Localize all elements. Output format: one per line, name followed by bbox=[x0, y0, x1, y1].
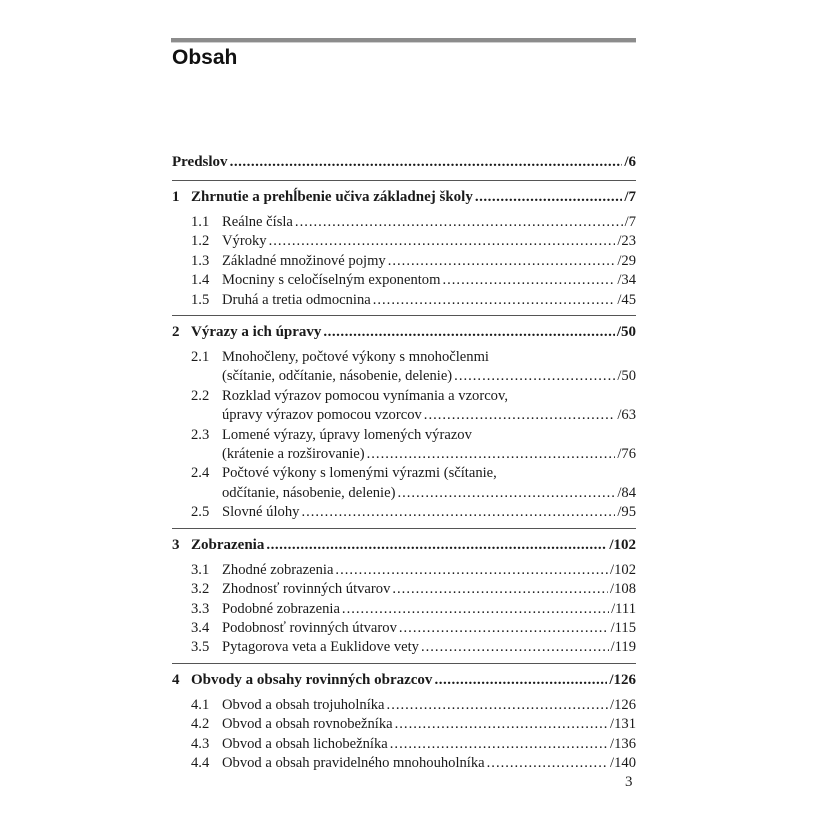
toc-entry-section[interactable] bbox=[172, 464, 636, 483]
section-number: 2.3 bbox=[191, 426, 210, 443]
toc-entry-section[interactable] bbox=[172, 291, 636, 310]
chapter-title: Zobrazenia bbox=[191, 536, 265, 553]
dot-leader bbox=[421, 638, 609, 657]
dot-leader bbox=[373, 291, 616, 310]
toc-entry-section[interactable] bbox=[172, 406, 636, 425]
section-title: Podobné zobrazenia bbox=[222, 600, 340, 617]
section-title: (sčítanie, odčítanie, násobenie, delenie) bbox=[222, 368, 453, 385]
toc-entry-section[interactable] bbox=[172, 561, 636, 580]
toc-entry-section[interactable] bbox=[172, 638, 636, 657]
section-page: /102 bbox=[610, 561, 636, 578]
section-number: 4.3 bbox=[191, 735, 210, 752]
chapter-number: 3 bbox=[172, 536, 180, 553]
section-number: 1.5 bbox=[191, 291, 210, 308]
toc-entry-section[interactable] bbox=[172, 735, 636, 754]
section-title: Druhá a tretia odmocnina bbox=[222, 291, 371, 308]
dot-leader bbox=[335, 561, 608, 580]
toc-entry-section[interactable] bbox=[172, 503, 636, 522]
dot-leader bbox=[390, 735, 608, 754]
section-page: /140 bbox=[610, 754, 636, 771]
toc-entry-section[interactable] bbox=[172, 619, 636, 638]
dot-leader bbox=[323, 321, 614, 343]
section-page: /23 bbox=[617, 233, 636, 250]
toc-entry-section[interactable] bbox=[172, 580, 636, 599]
dot-leader bbox=[387, 696, 609, 715]
page-number: 3 bbox=[625, 774, 633, 790]
toc-entry-section[interactable] bbox=[172, 252, 636, 271]
section-title: Lomené výrazy, úpravy lomených výrazov bbox=[222, 426, 472, 443]
chapter-title: Výrazy a ich úpravy bbox=[191, 324, 322, 341]
toc-entry-section[interactable] bbox=[172, 426, 636, 445]
section-number: 3.1 bbox=[191, 561, 210, 578]
page-title: Obsah bbox=[172, 46, 238, 69]
section-page: /111 bbox=[611, 600, 636, 617]
section-title: Zhodnosť rovinných útvarov bbox=[222, 581, 391, 598]
chapter-title: Obvody a obsahy rovinných obrazcov bbox=[191, 671, 433, 688]
section-page: /131 bbox=[610, 716, 636, 733]
section-number: 4.1 bbox=[191, 696, 210, 713]
section-page: /34 bbox=[617, 272, 636, 289]
toc-entry-chapter[interactable] bbox=[172, 669, 636, 691]
chapter-page: /126 bbox=[609, 671, 636, 688]
section-number: 4.2 bbox=[191, 716, 210, 733]
section-number: 2.1 bbox=[191, 349, 210, 366]
toc-entry-section[interactable] bbox=[172, 213, 636, 232]
section-title: Obvod a obsah pravidelného mnohouholníka bbox=[222, 754, 485, 771]
toc-entry-section[interactable] bbox=[172, 696, 636, 715]
dot-leader bbox=[424, 406, 616, 425]
section-title: Základné množinové pojmy bbox=[222, 252, 386, 269]
dot-leader bbox=[392, 580, 608, 599]
section-number: 1.2 bbox=[191, 233, 210, 250]
section-title: úpravy výrazov pomocou vzorcov bbox=[222, 407, 422, 424]
dot-leader bbox=[454, 367, 615, 386]
chapter-number: 1 bbox=[172, 189, 180, 205]
section-page: /126 bbox=[610, 696, 636, 713]
section-page: /108 bbox=[610, 581, 636, 598]
section-page: /63 bbox=[617, 407, 636, 424]
section-title: Obvod a obsah trojuholníka bbox=[222, 696, 385, 713]
section-page: /136 bbox=[610, 735, 636, 752]
toc-entry-section[interactable] bbox=[172, 754, 636, 773]
dot-leader bbox=[388, 252, 616, 271]
section-number: 2.2 bbox=[191, 387, 210, 404]
toc-entry-section[interactable] bbox=[172, 271, 636, 290]
section-page: /50 bbox=[617, 368, 636, 385]
section-title: Slovné úlohy bbox=[222, 504, 300, 521]
section-number: 1.3 bbox=[191, 252, 210, 269]
dot-leader bbox=[434, 669, 607, 691]
chapter-title: Zhrnutie a prehĺbenie učiva základnej školy bbox=[191, 189, 473, 205]
section-page: /45 bbox=[617, 291, 636, 308]
section-number: 3.2 bbox=[191, 581, 210, 598]
dot-leader bbox=[301, 503, 615, 522]
dot-leader bbox=[269, 232, 616, 251]
toc-entry-section[interactable] bbox=[172, 232, 636, 251]
chapter-list bbox=[172, 181, 636, 773]
section-title: Obvod a obsah lichobežníka bbox=[222, 735, 388, 752]
toc-entry-section[interactable] bbox=[172, 348, 636, 367]
toc-entry-section[interactable] bbox=[172, 387, 636, 406]
dot-leader bbox=[266, 534, 607, 556]
section-title: Mocniny s celočíselným exponentom bbox=[222, 272, 441, 289]
chapter-number: 4 bbox=[172, 671, 180, 688]
section-title: (krátenie a rozširovanie) bbox=[222, 446, 365, 463]
table-of-contents bbox=[172, 151, 636, 773]
section-number: 1.4 bbox=[191, 272, 210, 289]
toc-entry-chapter[interactable] bbox=[172, 534, 636, 556]
section-number: 1.1 bbox=[191, 214, 210, 230]
toc-entry-section[interactable] bbox=[172, 715, 636, 734]
section-title: Počtové výkony s lomenými výrazmi (sčítanie, bbox=[222, 465, 497, 482]
dot-leader bbox=[230, 151, 623, 173]
toc-entry-section[interactable] bbox=[172, 367, 636, 386]
section-title: odčítanie, násobenie, delenie) bbox=[222, 484, 396, 501]
section-page: /29 bbox=[617, 252, 636, 269]
preface-title: Predslov bbox=[172, 154, 228, 170]
dot-leader bbox=[399, 619, 609, 638]
chapter-page: /102 bbox=[609, 536, 636, 553]
section-title: Rozklad výrazov pomocou vynímania a vzorcov, bbox=[222, 387, 508, 404]
toc-entry-chapter[interactable] bbox=[172, 321, 636, 343]
toc-entry-preface[interactable] bbox=[172, 151, 636, 173]
section-number: 3.3 bbox=[191, 600, 210, 617]
section-page: /76 bbox=[617, 446, 636, 463]
section-page: /95 bbox=[617, 504, 636, 521]
section-number: 2.5 bbox=[191, 504, 210, 521]
toc-entry-section[interactable] bbox=[172, 445, 636, 464]
section-number: 3.5 bbox=[191, 639, 210, 656]
section-page: /119 bbox=[610, 639, 636, 656]
preface-page: /6 bbox=[624, 154, 636, 170]
section-number: 3.4 bbox=[191, 619, 210, 636]
toc-entry-chapter[interactable] bbox=[172, 186, 636, 208]
dot-leader bbox=[397, 484, 615, 503]
section-page: /115 bbox=[610, 619, 636, 636]
section-title: Výroky bbox=[222, 233, 267, 250]
section-title: Pytagorova veta a Euklidove vety bbox=[222, 639, 419, 656]
section-title: Zhodné zobrazenia bbox=[222, 561, 334, 578]
dot-leader bbox=[342, 600, 609, 619]
dot-leader bbox=[395, 715, 608, 734]
section-page: /84 bbox=[617, 484, 636, 501]
section-title: Podobnosť rovinných útvarov bbox=[222, 619, 397, 636]
section-page: /7 bbox=[624, 214, 636, 230]
section-title: Reálne čísla bbox=[222, 214, 293, 230]
dot-leader bbox=[442, 271, 615, 290]
section-title: Obvod a obsah rovnobežníka bbox=[222, 716, 393, 733]
section-number: 4.4 bbox=[191, 754, 210, 771]
chapter-page: /50 bbox=[616, 324, 636, 341]
chapter-number: 2 bbox=[172, 324, 180, 341]
top-rule bbox=[171, 38, 636, 43]
toc-entry-section[interactable] bbox=[172, 600, 636, 619]
dot-leader bbox=[295, 213, 623, 232]
dot-leader bbox=[475, 186, 622, 208]
dot-leader bbox=[487, 754, 608, 773]
chapter-page: /7 bbox=[624, 189, 636, 205]
toc-entry-section[interactable] bbox=[172, 484, 636, 503]
dot-leader bbox=[367, 445, 616, 464]
section-number: 2.4 bbox=[191, 465, 210, 482]
section-title: Mnohočleny, počtové výkony s mnohočlenmi bbox=[222, 349, 489, 366]
